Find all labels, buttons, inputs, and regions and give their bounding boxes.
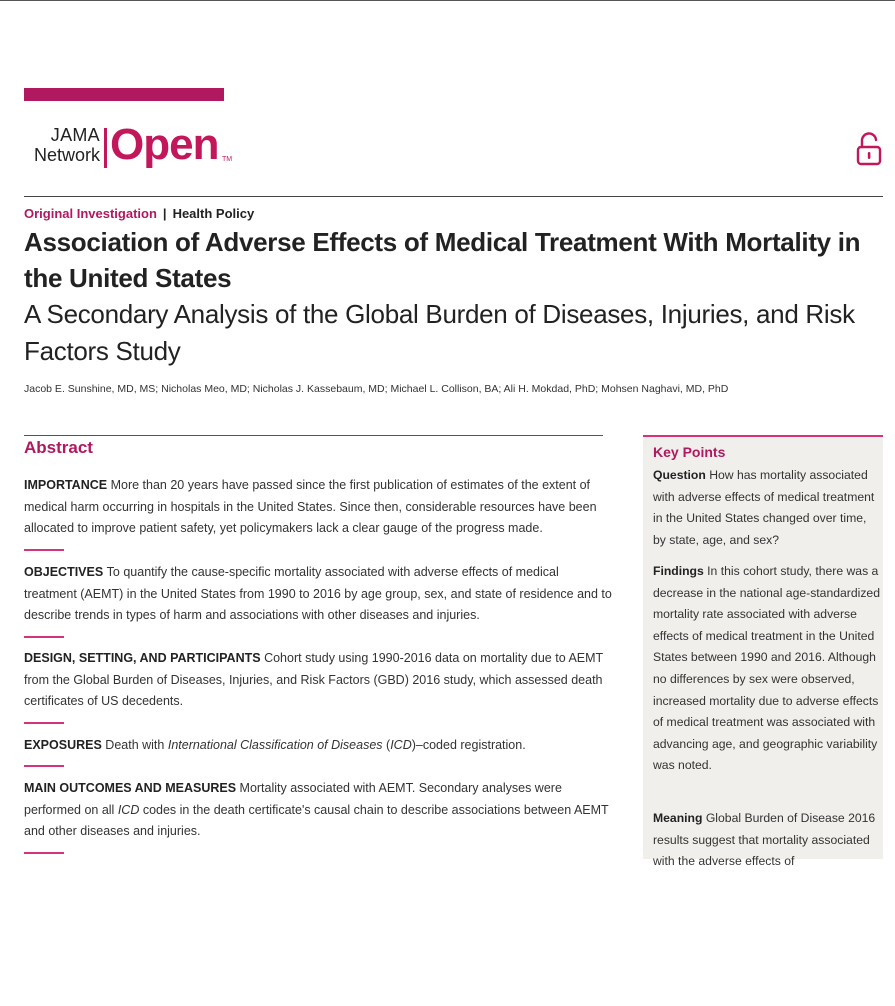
abstract-design: [24, 648, 614, 713]
key-points-box: [643, 435, 883, 869]
author-list: Jacob E. Sunshine, MD, MS; Nicholas Meo, MD; Nicholas J. Kassebaum, MD; Michael L. Collison, BA; Ali H. Mokdad, PhD; Mohsen Naghavi, MD, PhD: [24, 383, 729, 395]
article-kicker: [24, 206, 254, 221]
outcomes-label: MAIN OUTCOMES AND MEASURES: [24, 781, 237, 795]
article-topic[interactable]: Health Policy: [172, 206, 255, 221]
abstract-exposures: [24, 735, 614, 757]
article-title: Association of Adverse Effects of Medical Treatment With Mortality in the United States: [24, 227, 861, 293]
unlock-icon: [856, 132, 884, 166]
abstract-heading: Abstract: [24, 438, 93, 457]
outcomes-italic: ICD: [117, 802, 140, 817]
key-points-meaning: [653, 808, 881, 873]
article-subtitle: A Secondary Analysis of the Global Burden of Diseases, Injuries, and Risk Factors Study: [24, 299, 855, 366]
question-label: Question: [653, 468, 706, 482]
section-divider: [24, 549, 64, 551]
section-divider: [24, 636, 64, 638]
importance-text: More than 20 years have passed since the first publication of estimates of the extent of medical harm occurring in hospitals in the United States. Since then, considerable resources have been allocated to improve patient safety, yet policymakers lack a clear gauge of the progress made.: [24, 478, 597, 535]
section-divider: [24, 722, 64, 724]
design-label: DESIGN, SETTING, AND PARTICIPANTS: [24, 651, 261, 665]
logo-jama: JAMA: [50, 125, 100, 145]
meaning-text: Global Burden of Disease 2016 results suggest that mortality associated with the adverse effects of: [653, 811, 876, 869]
logo-open: Open: [110, 120, 219, 169]
findings-text: In this cohort study, there was a decrease in the national age-standardized mortality rate associated with adverse effects of medical treatment in the United States between 1990 and 2016. Although no differences by sex were observed, increased mortality due to adverse effects of medical treatment was associated with advancing age, and geographic variability was noted.: [653, 564, 880, 773]
key-points-heading: Key Points: [653, 444, 726, 460]
article-section[interactable]: Original Investigation: [24, 206, 157, 221]
section-divider: [24, 765, 64, 767]
exposures-text-middle: (: [386, 738, 391, 752]
abstract-outcomes: [24, 778, 614, 843]
header-divider: [24, 196, 883, 197]
objectives-text: To quantify the cause-specific mortality associated with adverse effects of medical treatment (AEMT) in the United States from 1990 to 2016 by age group, sex, and state of residence and to describe trends in types of harm and associations with other diseases and injuries.: [24, 565, 612, 622]
kicker-separator: |: [162, 206, 167, 221]
key-points-top-rule: [643, 435, 883, 437]
exposures-italic: International Classification of Diseases: [167, 738, 383, 752]
question-text: How has mortality associated with adverse effects of medical treatment in the United States changed over time, by state, age, and sex?: [653, 468, 875, 547]
key-points-question: [653, 465, 881, 551]
logo-wordmark-left: [24, 126, 100, 165]
abstract-importance: [24, 475, 614, 540]
section-divider: [24, 852, 64, 854]
exposures-text-after: )–coded registration.: [411, 738, 526, 752]
meaning-label: Meaning: [653, 811, 703, 825]
key-points-findings: [653, 561, 881, 777]
exposures-label: EXPOSURES: [24, 738, 102, 752]
journal-accent-bar: [24, 88, 224, 101]
abstract-divider: [24, 435, 603, 436]
design-text: Cohort study using 1990-2016 data on mortality due to AEMT from the Global Burden of Diseases, Injuries, and Risk Factors (GBD) 2016 study, which assessed death certificates of US decedents.: [24, 651, 603, 708]
logo-trademark: TM: [222, 156, 233, 163]
findings-label: Findings: [653, 564, 704, 578]
top-border: [0, 0, 895, 1]
logo-network: Network: [33, 145, 100, 165]
abstract-objectives: [24, 562, 614, 627]
outcomes-text-after: codes in the death certificate's causal chain to describe associations between AEMT and other diseases and injuries.: [24, 802, 609, 838]
exposures-text-before: Death with: [105, 738, 165, 752]
logo-divider: [104, 128, 107, 168]
exposures-italic-icd: ICD: [390, 738, 412, 752]
objectives-label: OBJECTIVES: [24, 565, 104, 579]
importance-label: IMPORTANCE: [24, 478, 108, 492]
outcomes-text-before: Mortality associated with AEMT. Secondary analyses were performed on all: [24, 781, 562, 817]
